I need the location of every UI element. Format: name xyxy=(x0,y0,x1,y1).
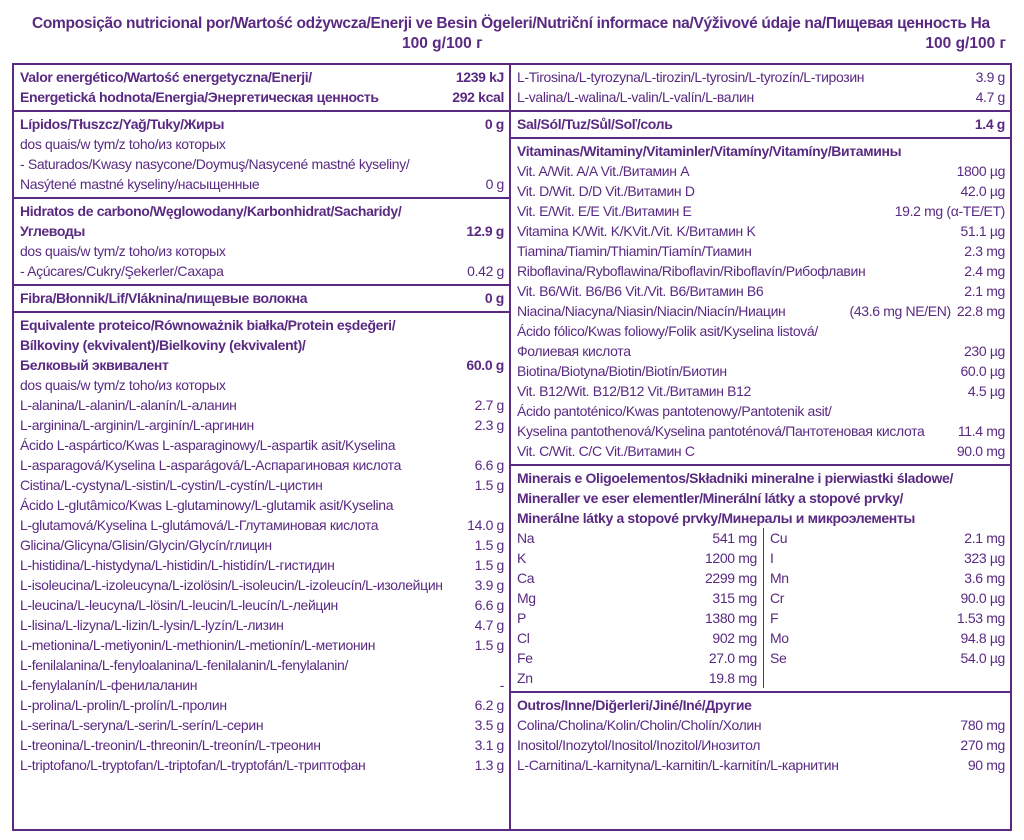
nutrient-value: 1.5 g xyxy=(474,477,504,493)
mineral-symbol: P xyxy=(517,610,526,626)
mineral-value: 1.53 mg xyxy=(956,610,1005,626)
nutrient-value: 4.7 g xyxy=(975,89,1005,105)
nutrient-value: 90.0 mg xyxy=(956,443,1005,459)
nutrient-row xyxy=(20,221,504,241)
mineral-value: 323 µg xyxy=(963,550,1005,566)
nutrient-label: Biotina/Biotyna/Biotin/Biotín/Биотин xyxy=(517,363,727,379)
nutrient-row xyxy=(517,695,1005,715)
mineral-symbol: F xyxy=(770,610,779,626)
nutrient-row xyxy=(20,575,504,595)
nutrient-row xyxy=(517,735,1005,755)
protein-section xyxy=(14,313,509,778)
nutrient-label: dos quais/w tym/z toho/из которых xyxy=(20,377,226,393)
nutrient-row xyxy=(20,87,504,107)
nutrient-row xyxy=(517,87,1005,107)
nutrient-label: L-glutamová/Kyselina L-glutámová/L-Глутаминовая кислота xyxy=(20,517,379,533)
nutrient-row xyxy=(20,435,504,455)
nutrient-value: 0 g xyxy=(484,116,504,132)
nutrient-row xyxy=(517,181,1005,201)
amino-acids-continued-section xyxy=(511,65,1010,112)
nutrient-label: Glicina/Glicyna/Glisin/Glycin/Glycín/глицин xyxy=(20,537,272,553)
nutrient-row xyxy=(20,475,504,495)
nutrient-value: 0 g xyxy=(485,176,504,192)
nutrient-label: Фолиевая кислота xyxy=(517,343,631,359)
mineral-value: 541 mg xyxy=(712,530,757,546)
nutrient-label: L-alanina/L-alanin/L-alanín/L-аланин xyxy=(20,397,237,413)
nutrient-label: L-lisina/L-lizyna/L-lizin/L-lysin/L-lyzín/L-лизин xyxy=(20,617,284,633)
nutrient-row xyxy=(20,675,504,695)
nutrient-row xyxy=(517,755,1005,775)
mineral-symbol: Cl xyxy=(517,630,530,646)
nutrient-row xyxy=(517,715,1005,735)
mineral-symbol: Na xyxy=(517,530,535,546)
nutrient-label: Vit. A/Wit. A/A Vit./Витамин A xyxy=(517,163,690,179)
nutrient-value: 4.7 g xyxy=(474,617,504,633)
nutrient-row xyxy=(517,114,1005,134)
nutrient-row xyxy=(20,154,504,174)
minerals-section xyxy=(511,466,1010,693)
nutrient-row xyxy=(517,341,1005,361)
nutrient-value: 0 g xyxy=(484,290,504,306)
nutrient-value: 42.0 µg xyxy=(960,183,1005,199)
nutrient-value: 60.0 g xyxy=(466,357,504,373)
nutrient-value: 2.7 g xyxy=(474,397,504,413)
nutrient-label: L-prolina/L-prolin/L-prolín/L-пролин xyxy=(20,697,227,713)
nutrient-row xyxy=(20,515,504,535)
nutrient-row xyxy=(20,288,504,308)
minerals-title-line: Minerais e Oligoelementos/Składniki mineralne i pierwiastki śladowe/ xyxy=(517,470,954,486)
mineral-value: 2299 mg xyxy=(704,570,757,586)
nutrient-label: Hidratos de carbono/Węglowodany/Karbonhidrat/Sacharidy/ xyxy=(20,203,402,219)
mineral-symbol: Mn xyxy=(770,570,789,586)
nutrient-label: L-histidina/L-histydyna/L-histidin/L-histidín/L-гистидин xyxy=(20,557,335,573)
nutrient-label: Sal/Sól/Tuz/Sůl/Soľ/соль xyxy=(517,116,673,132)
lipids-section xyxy=(14,112,509,199)
nutrient-row xyxy=(20,134,504,154)
left-column xyxy=(14,65,509,778)
nutrient-label: Inositol/Inozytol/Inositol/Inozitol/Инозитол xyxy=(517,737,761,753)
nutrient-label: L-serina/L-seryna/L-serin/L-serín/L-серин xyxy=(20,717,264,733)
nutrient-label: L-metionina/L-metiyonin/L-methionin/L-metionín/L-метионин xyxy=(20,637,376,653)
nutrient-row xyxy=(20,395,504,415)
nutrient-row xyxy=(517,361,1005,381)
nutrient-row xyxy=(517,421,1005,441)
nutrient-row xyxy=(20,355,504,375)
nutrient-label: dos quais/w tym/z toho/из которых xyxy=(20,136,226,152)
mineral-value: 315 mg xyxy=(712,590,757,606)
nutrient-value: 51.1 µg xyxy=(960,223,1005,239)
nutrient-value: 1239 kJ xyxy=(455,69,504,85)
nutrient-label: Bílkoviny (ekvivalent)/Bielkoviny (ekvivalent)/ xyxy=(20,337,306,353)
mineral-value: 902 mg xyxy=(712,630,757,646)
nutrient-row xyxy=(517,67,1005,87)
nutrient-label: dos quais/w tym/z toho/из которых xyxy=(20,243,226,259)
mineral-value: 94.8 µg xyxy=(960,630,1005,646)
mineral-value: 1200 mg xyxy=(704,550,757,566)
nutrient-row xyxy=(20,695,504,715)
nutrient-value: 60.0 µg xyxy=(960,363,1005,379)
nutrient-value: 1.3 g xyxy=(474,757,504,773)
nutrient-value: 0.42 g xyxy=(467,263,504,279)
nutrient-value: 2.1 mg xyxy=(964,283,1005,299)
nutrient-value: 11.4 mg xyxy=(957,423,1005,439)
nutrient-value: 3.9 g xyxy=(474,577,504,593)
nutrient-label: L-asparagová/Kyselina L-asparágová/L-Аспарагиновая кислота xyxy=(20,457,402,473)
nutrient-row xyxy=(517,401,1005,421)
nutrient-row xyxy=(20,415,504,435)
nutrient-label: Ácido pantoténico/Kwas pantotenowy/Pantotenik asit/ xyxy=(517,403,832,419)
mineral-value: 3.6 mg xyxy=(964,570,1005,586)
nutrient-row xyxy=(517,201,1005,221)
nutrient-value: 2.3 g xyxy=(474,417,504,433)
nutrient-row xyxy=(517,301,1005,321)
nutrient-value: 6.6 g xyxy=(474,597,504,613)
right-unit-header: 100 g/100 г xyxy=(925,35,1006,52)
nutrient-label: Белковый эквивалент xyxy=(20,357,169,373)
mineral-symbol: Se xyxy=(770,650,787,666)
nutrient-row xyxy=(517,381,1005,401)
nutrient-value: 12.9 g xyxy=(466,223,504,239)
nutrient-value: 1.4 g xyxy=(974,116,1005,132)
nutrient-row xyxy=(20,535,504,555)
nutrient-label: Colina/Cholina/Kolin/Cholin/Cholín/Холин xyxy=(517,717,762,733)
mineral-symbol: I xyxy=(770,550,774,566)
nutrient-value: 230 µg xyxy=(963,343,1005,359)
nutrient-row xyxy=(20,375,504,395)
mineral-symbol: Ca xyxy=(517,570,535,586)
nutrient-row xyxy=(517,161,1005,181)
nutrient-row xyxy=(20,735,504,755)
minerals-title-line: Mineraller ve eser elementler/Minerální látky a stopové prvky/ xyxy=(517,490,904,506)
nutrient-label: - Saturados/Kwasy nasycone/Doymuş/Nasycené mastné kyseliny/ xyxy=(20,156,410,172)
nutrient-label: Ácido fólico/Kwas foliowy/Folik asit/Kyselina listová/ xyxy=(517,323,818,339)
nutrient-row xyxy=(517,321,1005,341)
nutrient-label: Equivalente proteico/Równoważnik białka/Protein eşdeğeri/ xyxy=(20,317,396,333)
right-column xyxy=(511,65,1010,778)
nutrient-label: L-treonina/L-treonin/L-threonin/L-treonín/L-треонин xyxy=(20,737,321,753)
mineral-value: 54.0 µg xyxy=(960,650,1005,666)
nutrient-row xyxy=(20,174,504,194)
minerals-right-column xyxy=(770,528,1005,688)
nutrient-label: Vit. E/Wit. E/E Vit./Витамин E xyxy=(517,203,692,219)
mineral-symbol: Cu xyxy=(770,530,788,546)
mineral-value: 90.0 µg xyxy=(960,590,1005,606)
nutrient-row xyxy=(517,261,1005,281)
nutrient-label: Nasýtené mastné kyseliny/насыщенные xyxy=(20,176,260,192)
nutrient-row xyxy=(517,141,1005,161)
nutrient-label: Vit. C/Wit. C/C Vit./Витамин C xyxy=(517,443,695,459)
nutrient-value: - xyxy=(499,677,504,693)
nutrient-value: 4.5 µg xyxy=(967,383,1005,399)
nutrient-note: (43.6 mg NE/EN) xyxy=(849,303,951,319)
nutrient-value: 19.2 mg (α-TE/ET) xyxy=(894,203,1005,219)
nutrient-label: Углеводы xyxy=(20,223,85,239)
nutrient-value: 1.5 g xyxy=(474,537,504,553)
nutrient-label: - Açúcares/Cukry/Şekerler/Сахара xyxy=(20,263,224,279)
nutrient-row xyxy=(20,114,504,134)
nutrient-label: Tiamina/Tiamin/Thiamin/Tiamín/Тиамин xyxy=(517,243,752,259)
nutrient-row xyxy=(20,335,504,355)
table-header-title: Composição nutricional por/Wartość odżywcza/Enerji ve Besin Ögeleri/Nutriční informace na/Výživové údaje na/Пищевая ценность На xyxy=(32,15,990,32)
mineral-symbol: Mo xyxy=(770,630,789,646)
nutrient-label: Vit. B12/Wit. B12/B12 Vit./Витамин B12 xyxy=(517,383,751,399)
nutrient-value: 3.1 g xyxy=(474,737,504,753)
nutrient-label: Vit. D/Wit. D/D Vit./Витамин D xyxy=(517,183,695,199)
nutrient-value: 90 mg xyxy=(967,757,1005,773)
nutrient-label: Outros/Inne/Diğerleri/Jiné/Iné/Другие xyxy=(517,697,752,713)
nutrient-label: L-valina/L-walina/L-valin/L-valín/L-валин xyxy=(517,89,754,105)
nutrient-label: Riboflavina/Ryboflawina/Riboflavin/Riboflavín/Рибофлавин xyxy=(517,263,866,279)
nutrient-row xyxy=(20,715,504,735)
nutrient-value: 292 kcal xyxy=(452,89,504,105)
nutrient-value: 14.0 g xyxy=(467,517,504,533)
others-section xyxy=(511,693,1010,778)
mineral-symbol: Fe xyxy=(517,650,533,666)
minerals-title-line: Minerálne látky a stopové prvky/Минералы и микроэлементы xyxy=(517,510,916,526)
nutrient-row xyxy=(20,755,504,775)
minerals-grid xyxy=(517,528,1005,688)
nutrient-label: L-fenilalanina/L-fenyloalanina/L-fenilalanin/L-fenylalanin/ xyxy=(20,657,349,673)
nutrient-value: 1.5 g xyxy=(474,557,504,573)
nutrient-value: 2.4 mg xyxy=(964,263,1005,279)
nutrient-label: L-Carnitina/L-karnityna/L-karnitin/L-karnitín/L-карнитин xyxy=(517,757,839,773)
nutrient-row xyxy=(517,241,1005,261)
nutrient-value: 22.8 mg xyxy=(956,303,1005,319)
nutrient-label: L-fenylalanín/L-фенилаланин xyxy=(20,677,198,693)
nutrient-row xyxy=(20,261,504,281)
mineral-value: 1380 mg xyxy=(704,610,757,626)
salt-section xyxy=(511,112,1010,139)
energy-section xyxy=(14,65,509,112)
nutrient-row xyxy=(20,595,504,615)
nutrient-row xyxy=(20,615,504,635)
nutrient-label: Valor energético/Wartość energetyczna/Enerji/ xyxy=(20,69,312,85)
nutrient-label: L-Tirosina/L-tyrozyna/L-tirozin/L-tyrosin/L-tyrozín/L-тирозин xyxy=(517,69,865,85)
nutrient-row xyxy=(517,281,1005,301)
nutrient-value: 780 mg xyxy=(960,717,1005,733)
nutrient-row xyxy=(20,455,504,475)
mineral-value: 27.0 mg xyxy=(708,650,757,666)
nutrient-value: 1.5 g xyxy=(474,637,504,653)
nutrient-row xyxy=(20,241,504,261)
nutrient-value: 6.6 g xyxy=(474,457,504,473)
nutrient-row xyxy=(20,67,504,87)
nutrient-row xyxy=(517,441,1005,461)
nutrient-label: Ácido L-glutâmico/Kwas L-glutaminowy/L-glutamik asit/Kyselina xyxy=(20,497,394,513)
vitamins-section xyxy=(511,139,1010,466)
nutrient-value: 3.5 g xyxy=(474,717,504,733)
nutrient-row xyxy=(517,221,1005,241)
minerals-left-column xyxy=(517,528,764,688)
nutrient-row xyxy=(20,315,504,335)
nutrient-label: Niacina/Niacyna/Niasin/Niacin/Niacín/Ниацин xyxy=(517,303,786,319)
nutrient-row xyxy=(20,635,504,655)
nutrient-label: Cistina/L-cystyna/L-sistin/L-cystin/L-cystín/L-цистин xyxy=(20,477,323,493)
nutrient-label: Fibra/Błonnik/Lif/Vláknina/пищевые волокна xyxy=(20,290,308,306)
mineral-symbol: Cr xyxy=(770,590,785,606)
nutrient-label: Vitaminas/Witaminy/Vitaminler/Vitamíny/Vitamíny/Витамины xyxy=(517,143,902,159)
nutrient-label: Vit. B6/Wit. B6/B6 Vit./Vit. B6/Витамин B6 xyxy=(517,283,764,299)
nutrient-label: L-isoleucina/L-izoleucyna/L-izolösin/L-isoleucin/L-izoleucín/L-изолейцин xyxy=(20,577,443,593)
nutrient-row xyxy=(20,655,504,675)
mineral-value: 19.8 mg xyxy=(708,670,757,686)
nutrient-label: Ácido L-aspártico/Kwas L-asparaginowy/L-aspartik asit/Kyselina xyxy=(20,437,396,453)
fibre-section xyxy=(14,286,509,313)
nutrient-label: L-arginina/L-arginin/L-arginín/L-аргинин xyxy=(20,417,254,433)
nutrient-value: 270 mg xyxy=(960,737,1005,753)
nutrient-label: Kyselina pantothenová/Kyselina pantoténová/Пантотеновая кислота xyxy=(517,423,925,439)
mineral-value: 2.1 mg xyxy=(964,530,1005,546)
mineral-symbol: K xyxy=(517,550,526,566)
mineral-symbol: Zn xyxy=(517,670,533,686)
nutrient-label: L-triptofano/L-tryptofan/L-triptofan/L-tryptofán/L-триптофан xyxy=(20,757,366,773)
nutrient-label: Lípidos/Tłuszcz/Yağ/Tuky/Жиры xyxy=(20,116,225,132)
nutrient-label: Vitamina K/Wit. K/KVit./Vit. K/Витамин K xyxy=(517,223,756,239)
nutrient-value: 3.9 g xyxy=(975,69,1005,85)
nutrient-value: 2.3 mg xyxy=(964,243,1005,259)
nutrient-label: Energetická hodnota/Energia/Энергетическая ценность xyxy=(20,89,379,105)
left-unit-header: 100 g/100 г xyxy=(402,35,483,52)
nutrient-value: 6.2 g xyxy=(474,697,504,713)
nutrient-value: 1800 µg xyxy=(956,163,1005,179)
carbohydrates-section xyxy=(14,199,509,286)
nutrient-label: L-leucina/L-leucyna/L-lösin/L-leucin/L-leucín/L-лейцин xyxy=(20,597,338,613)
nutrient-row xyxy=(20,201,504,221)
mineral-symbol: Mg xyxy=(517,590,536,606)
nutrient-row xyxy=(20,555,504,575)
nutrient-row xyxy=(20,495,504,515)
